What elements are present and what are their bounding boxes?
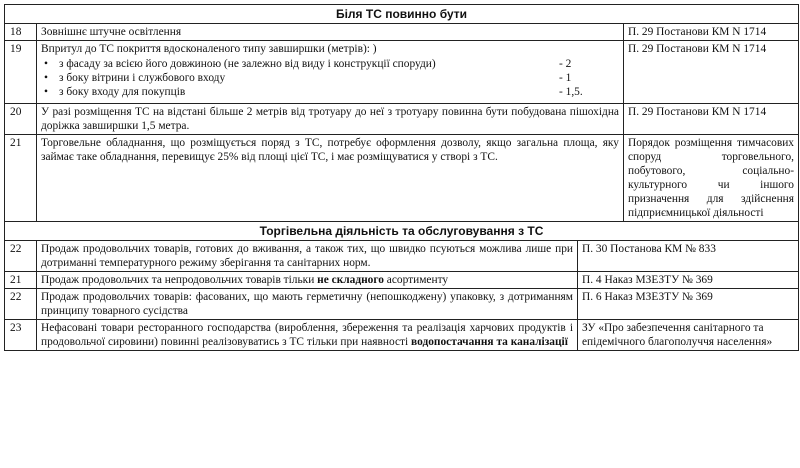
table-row bbox=[5, 241, 799, 272]
bullet-value: - 2 bbox=[559, 58, 572, 70]
bullet-value: - 1 bbox=[559, 72, 572, 84]
row-reference: П. 29 Постанови КМ N 1714 bbox=[624, 24, 799, 41]
requirements-table-trade bbox=[4, 221, 799, 351]
requirements-table bbox=[4, 4, 799, 222]
section-title: Торгівельна діяльність та обслуговування з ТС bbox=[5, 222, 799, 241]
row-number: 21 bbox=[5, 272, 37, 289]
row-reference: Порядок розміщення тимчасових споруд торговельного, побутового, соціально-культурного чи іншого призначення для здійснення підприємницької діяльності bbox=[624, 135, 799, 222]
row-text: Продаж продовольчих товарів: фасованих, що мають герметичну (непошкоджену) упаковку, з дотриманням принципу товарного сусідства bbox=[37, 289, 578, 320]
table-row bbox=[5, 320, 799, 351]
section-title: Біля ТС повинно бути bbox=[5, 5, 799, 24]
row-text-bold: не складного bbox=[317, 274, 384, 286]
row-number: 20 bbox=[5, 104, 37, 135]
row-text: Впритул до ТС покриття вдосконаленого типу завширшки (метрів): ) bbox=[41, 43, 377, 55]
document bbox=[0, 4, 800, 468]
bullet-text: • з боку входу для покупців bbox=[59, 86, 186, 98]
row-text-cell bbox=[37, 41, 624, 104]
table-row bbox=[5, 41, 799, 104]
row-reference: ЗУ «Про забезпечення санітарного та епідемічного благополуччя населення» bbox=[578, 320, 799, 351]
row-number: 22 bbox=[5, 289, 37, 320]
row-number: 23 bbox=[5, 320, 37, 351]
list-item bbox=[41, 57, 619, 71]
row-text-post: асортименту bbox=[383, 274, 449, 286]
bullet-value: - 1,5. bbox=[559, 86, 583, 98]
row-number: 18 bbox=[5, 24, 37, 41]
section-header-outside bbox=[5, 5, 799, 24]
bullet-text: • з боку вітрини і службового входу bbox=[59, 72, 226, 84]
row-reference: П. 29 Постанови КМ N 1714 bbox=[624, 104, 799, 135]
table-row bbox=[5, 289, 799, 320]
row-text: У разі розміщення ТС на відстані більше 2 метрів від тротуару до неї з тротуару повинна бути побудована пішохідна доріжка завширшки 1,5 метра. bbox=[37, 104, 624, 135]
list-item bbox=[41, 85, 619, 99]
table-row bbox=[5, 24, 799, 41]
row-reference: П. 4 Наказ МЗЕЗТУ № 369 bbox=[578, 272, 799, 289]
row-reference: П. 6 Наказ МЗЕЗТУ № 369 bbox=[578, 289, 799, 320]
row-text-bold: водопостачання та каналізації bbox=[411, 336, 568, 348]
table-row bbox=[5, 135, 799, 222]
row-text: Торговельне обладнання, що розміщується поряд з ТС, потребує оформлення дозволу, якщо загальна площа, яку займає таке обладнання, перевищує 25% від площі цієї ТС, і має розміщуватися у створі з ТС. bbox=[37, 135, 624, 222]
bullet-text: • з фасаду за всією його довжиною (не залежно від виду і конструкції споруди) bbox=[59, 58, 436, 70]
row-text: Зовнішнє штучне освітлення bbox=[37, 24, 624, 41]
row-text bbox=[37, 272, 578, 289]
table-row bbox=[5, 104, 799, 135]
row-number: 19 bbox=[5, 41, 37, 104]
row-number: 21 bbox=[5, 135, 37, 222]
bullet-list bbox=[41, 57, 619, 99]
row-reference: П. 30 Постанова КМ № 833 bbox=[578, 241, 799, 272]
section-header-trade bbox=[5, 222, 799, 241]
row-text-pre: Продаж продовольчих та непродовольчих товарів тільки bbox=[41, 274, 318, 286]
row-text: Продаж продовольчих товарів, готових до вживання, а також тих, що швидко псуються можлива лише при дотриманні температурного режиму зберігання та санітарних норм. bbox=[37, 241, 578, 272]
list-item bbox=[41, 71, 619, 85]
table-row bbox=[5, 272, 799, 289]
row-text bbox=[37, 320, 578, 351]
row-reference: П. 29 Постанови КМ N 1714 bbox=[624, 41, 799, 104]
row-number: 22 bbox=[5, 241, 37, 272]
row-text-pre: Нефасовані товари ресторанного господарства (вироблення, збереження та реалізація харчових продуктів і продовольчої сировини) повинні реалізовуватись з ТС тільки при наявності bbox=[41, 322, 573, 348]
